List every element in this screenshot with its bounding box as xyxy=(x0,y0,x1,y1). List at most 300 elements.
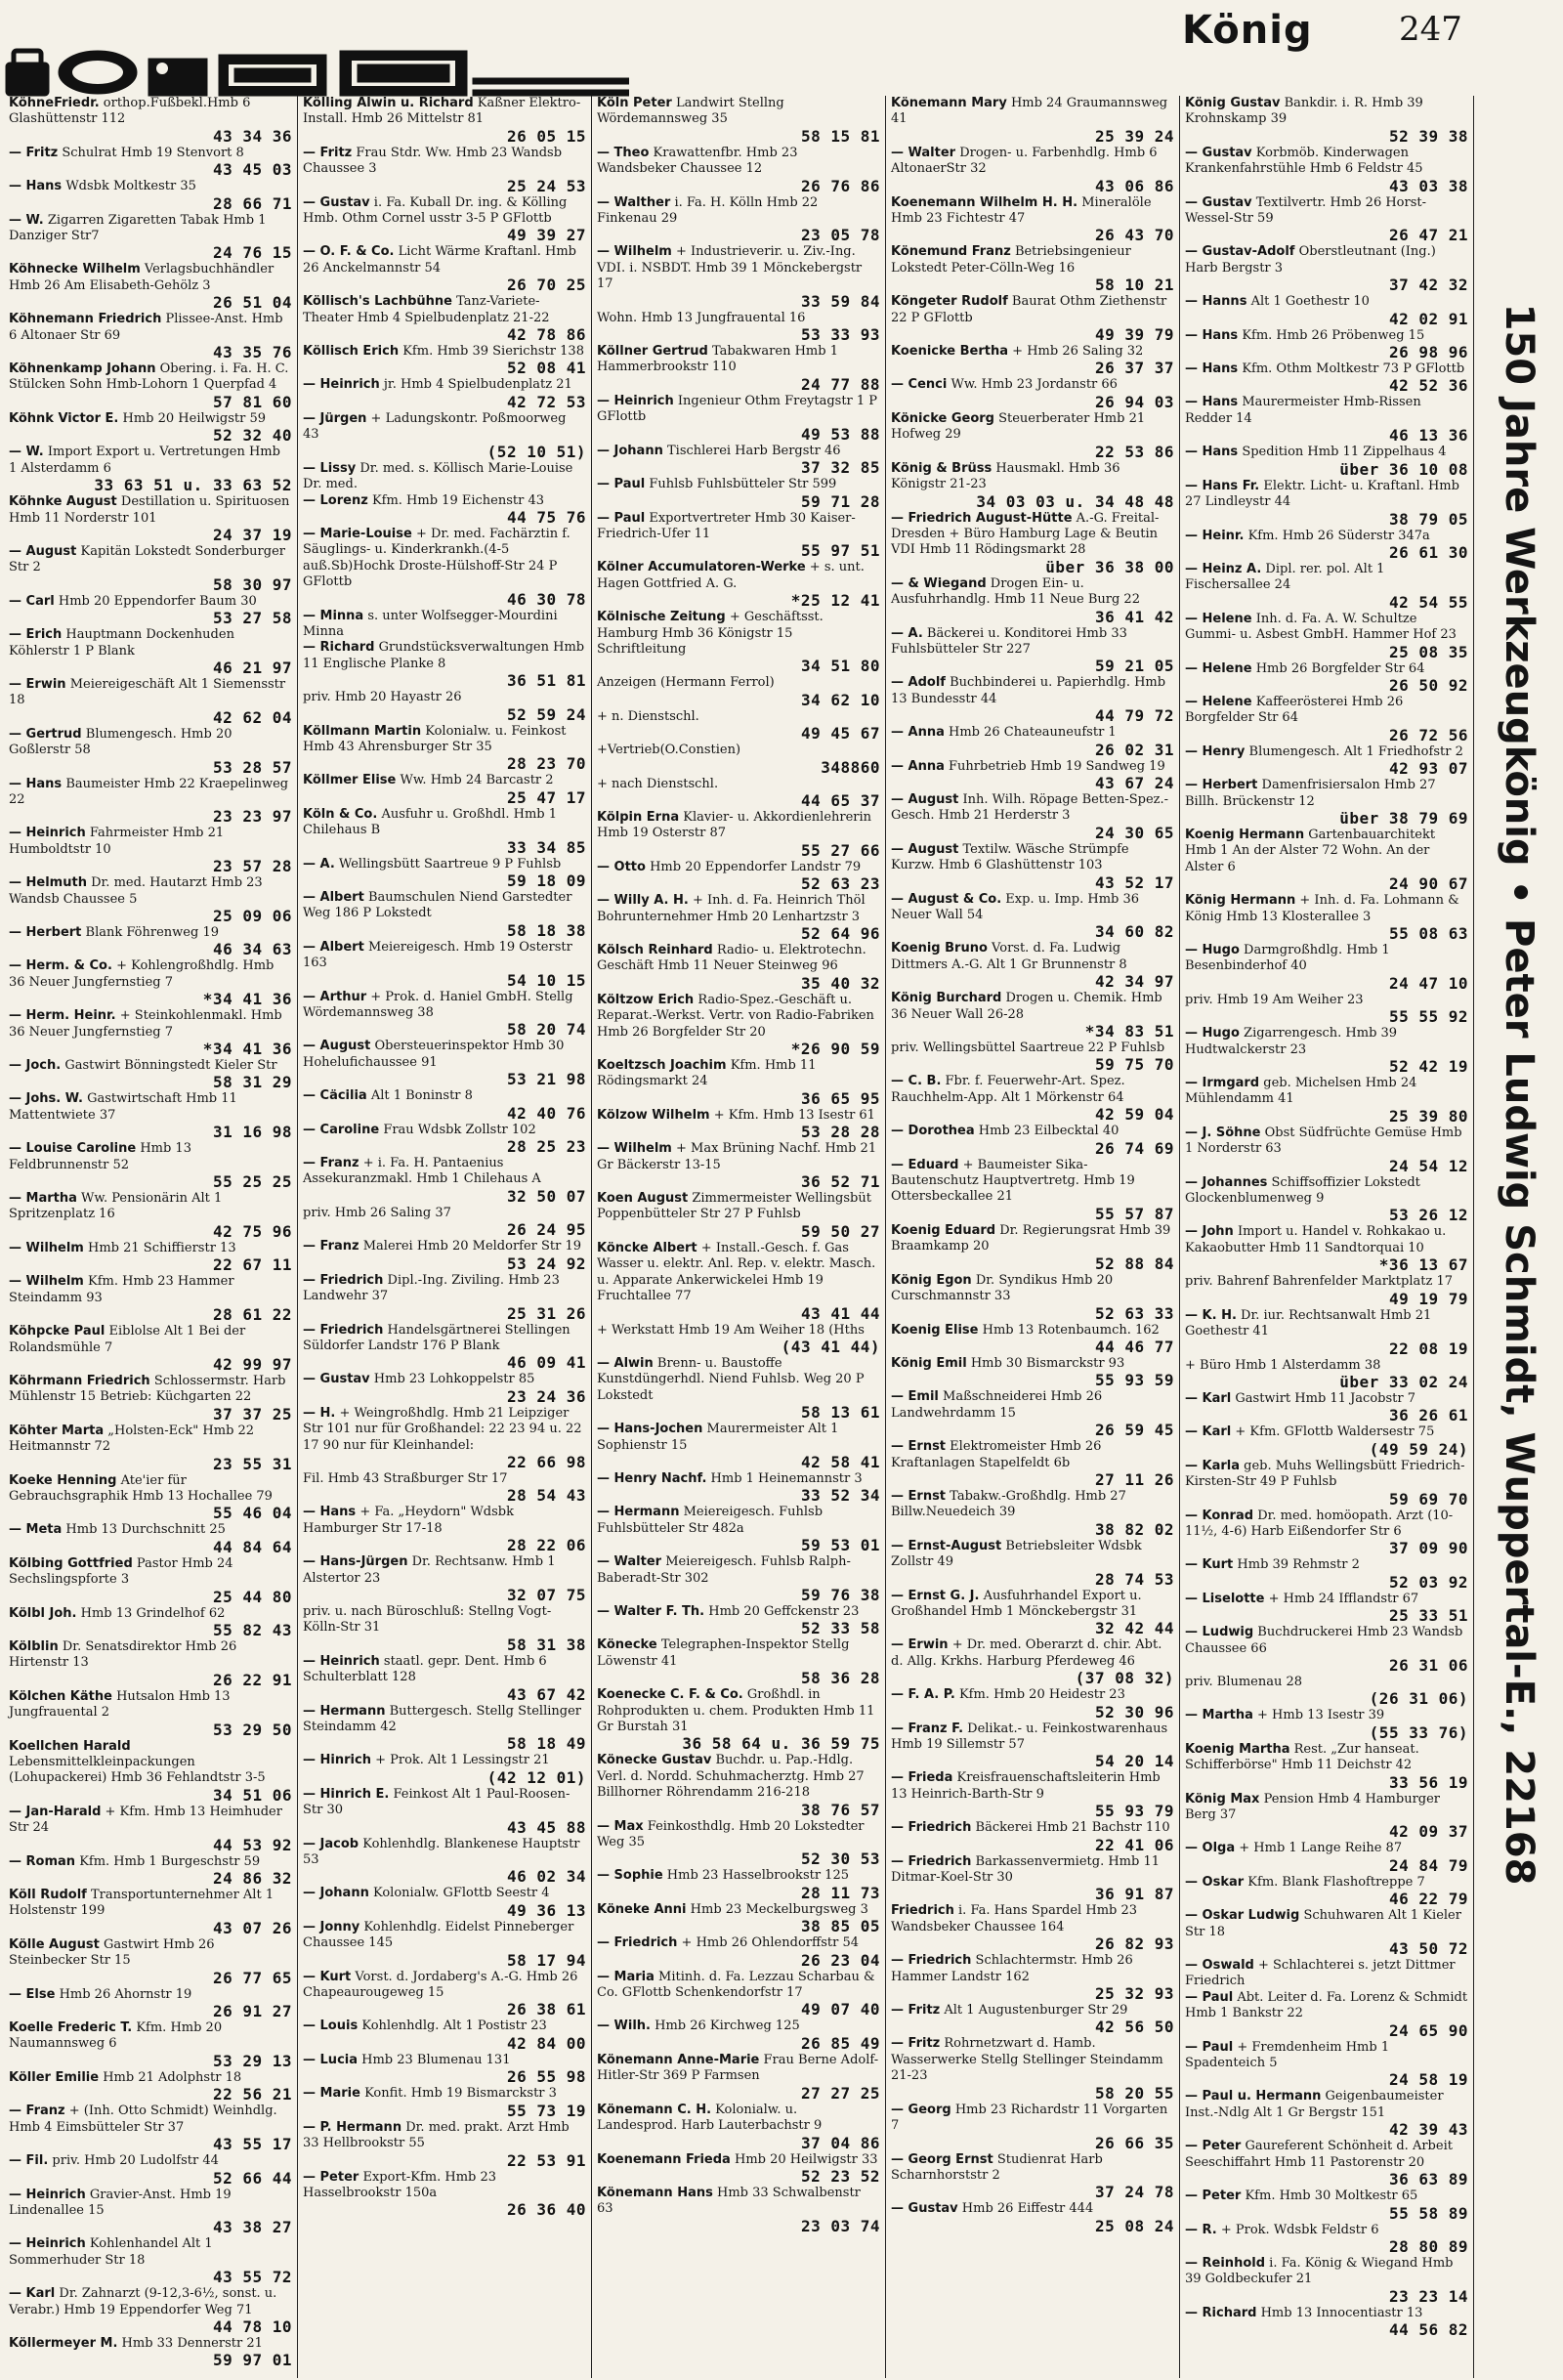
entry-phone: *34 41 36 xyxy=(202,990,292,1009)
entry-phone: 42 39 43 xyxy=(1388,2120,1468,2140)
entry-details: + Hmb 1 Lange Reihe 87 xyxy=(1239,1841,1403,1856)
directory-entry xyxy=(1185,2223,1468,2256)
entry-name: — Louise Caroline xyxy=(9,1141,137,1157)
entry-name: — Jacob xyxy=(303,1836,359,1851)
directory-entry xyxy=(9,361,292,411)
entry-name: Köllmann Martin xyxy=(303,723,422,739)
directory-entry xyxy=(1185,146,1468,195)
directory-entry xyxy=(1185,943,1468,993)
directory-entry xyxy=(9,96,292,146)
entry-name: — Fritz xyxy=(9,145,59,160)
directory-entry xyxy=(597,1108,880,1141)
directory-entry xyxy=(1185,1274,1468,1307)
entry-name: — Hermann xyxy=(597,1505,680,1520)
entry-details: Fil. Hmb 43 Straßburger Str 17 xyxy=(303,1470,508,1486)
entry-phone: 55 46 04 xyxy=(212,1504,292,1523)
directory-entry xyxy=(891,1323,1174,1356)
entry-details: Tanz-Variete-Theater Hmb 4 Spielbudenplatz 21-22 xyxy=(303,294,550,325)
entry-phone: 22 41 06 xyxy=(1094,1835,1174,1854)
directory-entry xyxy=(303,724,586,774)
entry-name: — Wilhelm xyxy=(597,1141,672,1157)
directory-entry xyxy=(597,1687,880,1753)
entry-details: Vorst. d. Fa. Ludwig Dittmers A.-G. Alt 1 Gr Brunnenstr 8 xyxy=(891,941,1127,972)
entry-phone: 42 58 41 xyxy=(800,1452,880,1471)
directory-entry xyxy=(9,494,292,544)
entry-details: Dr. Syndikus Hmb 20 Curschmannstr 33 xyxy=(891,1272,1114,1304)
entry-name: — Heinrich xyxy=(597,393,674,408)
entry-name: Koelle Frederic T. xyxy=(9,2020,133,2036)
directory-entry xyxy=(891,1223,1174,1273)
entry-details: + Steinkohlenmakl. Hmb 36 Neuer Jungfernstieg 7 xyxy=(9,1008,282,1040)
entry-name: Köhpcke Paul xyxy=(9,1324,106,1339)
entry-phone: 36 91 87 xyxy=(1094,1885,1174,1904)
entry-name: Köhnenkamp Johann xyxy=(9,361,156,377)
entry-phone: (43 41 44) xyxy=(781,1337,880,1356)
entry-name: Kölle August xyxy=(9,1936,100,1952)
directory-entry xyxy=(303,2120,586,2170)
entry-phone: 38 82 02 xyxy=(1094,1519,1174,1539)
entry-name: Köln Peter xyxy=(597,96,672,110)
directory-entry xyxy=(9,727,292,777)
entry-name: — Ernst xyxy=(891,1439,947,1455)
entry-phone: über 33 02 24 xyxy=(1339,1372,1468,1391)
directory-column xyxy=(886,96,1180,2378)
entry-details: Transportunternehmer Alt 1 Holstenstr 199 xyxy=(9,1888,275,1919)
directory-entry xyxy=(597,1637,880,1687)
entry-phone: 42 62 04 xyxy=(212,707,292,727)
directory-entry xyxy=(1185,2306,1468,2339)
entry-details: priv. Bahrenf Bahrenfelder Marktplatz 17 xyxy=(1185,1274,1453,1290)
entry-details: Radio- u. Elektrotechn. Geschäft Hmb 11 Neuer Steinweg 96 xyxy=(597,943,866,974)
side-banner xyxy=(1485,98,1553,2374)
entry-phone: 59 21 05 xyxy=(1094,657,1174,676)
entry-phone: 55 08 63 xyxy=(1388,924,1468,943)
entry-phone: (26 31 06) xyxy=(1369,1689,1468,1709)
entry-details: Kfm. Hmb 19 Eichenstr 43 xyxy=(371,492,544,508)
entry-phone: 37 42 32 xyxy=(1388,276,1468,295)
entry-name: König Emil xyxy=(891,1355,967,1371)
entry-name: Költzow Erich xyxy=(597,992,695,1007)
entry-details: Alt 1 Goethestr 10 xyxy=(1250,294,1370,310)
entry-phone: 52 63 33 xyxy=(1094,1303,1174,1323)
entry-details: Ate'ier für Gebrauchsgraphik Hmb 13 Hochallee 79 xyxy=(9,1472,273,1504)
entry-name: König Gustav xyxy=(1185,96,1281,110)
entry-phone: *34 83 51 xyxy=(1084,1022,1174,1041)
entry-phone: *34 41 36 xyxy=(202,1040,292,1059)
entry-details: Kfm. Othm Moltkestr 73 P GFlottb xyxy=(1242,361,1465,377)
entry-details: + Fremdenheim Hmb 1 Spadenteich 5 xyxy=(1185,2039,1390,2071)
entry-name: — Adolf xyxy=(891,675,946,691)
directory-entry xyxy=(1185,744,1468,778)
entry-name: Köhnk Victor E. xyxy=(9,410,119,426)
entry-name: — Walter xyxy=(891,145,956,160)
directory-entry xyxy=(1185,529,1468,562)
entry-name: Koenig Bruno xyxy=(891,941,988,956)
directory-entry xyxy=(597,1471,880,1505)
directory-entry xyxy=(597,860,880,893)
directory-entry xyxy=(1185,2040,1468,2090)
entry-details: + s. unt. Hagen Gottfried A. G. xyxy=(597,560,865,591)
entry-details: Kfm. Hmb 26 Pröbenweg 15 xyxy=(1242,327,1425,343)
directory-entry xyxy=(303,294,586,344)
directory-entry xyxy=(9,1522,292,1555)
directory-entry xyxy=(597,1819,880,1869)
entry-details: + Hmb 13 Isestr 39 xyxy=(1257,1708,1385,1723)
entry-name: — Georg xyxy=(891,2102,951,2117)
entry-phone: 58 31 38 xyxy=(506,1635,586,1654)
entry-name: — Hans xyxy=(1185,445,1239,460)
entry-name: — Georg Ernst xyxy=(891,2151,993,2167)
entry-name: — Paul xyxy=(597,477,646,492)
entry-name: — Johannes xyxy=(1185,1174,1268,1190)
entry-details: Vorst. d. Jordaberg's A.-G. Hmb 26 Chapeaurougeweg 15 xyxy=(303,1969,578,2001)
entry-name: Koenicke Bertha xyxy=(891,344,1009,360)
entry-name: — F. A. P. xyxy=(891,1687,955,1703)
entry-phone: 59 69 70 xyxy=(1388,1489,1468,1509)
entry-name: — Richard xyxy=(1185,2305,1257,2320)
directory-entry xyxy=(891,792,1174,842)
entry-name: Koen August xyxy=(597,1191,689,1207)
directory-entry xyxy=(891,377,1174,410)
entry-phone: 46 21 97 xyxy=(212,658,292,677)
directory-entry xyxy=(891,759,1174,792)
directory-entry xyxy=(303,461,586,493)
entry-name: Koenemann Wilhelm H. H. xyxy=(891,194,1078,210)
directory-entry xyxy=(1185,695,1468,744)
entry-details: + Kfm. Hmb 13 Heimhuder Str 24 xyxy=(9,1804,282,1836)
directory-entry xyxy=(597,2186,880,2235)
entry-phone: 28 23 70 xyxy=(506,754,586,774)
directory-entry xyxy=(9,2020,292,2070)
entry-name: — Willy A. H. xyxy=(597,893,689,909)
entry-phone: 38 76 57 xyxy=(800,1800,880,1819)
entry-phone: 55 58 89 xyxy=(1388,2203,1468,2223)
entry-name: — Erich xyxy=(9,627,63,643)
directory-entry xyxy=(891,2036,1174,2102)
entry-details: Hmb 13 Durchschnitt 25 xyxy=(65,1522,226,1538)
entry-name: — Sophie xyxy=(597,1868,663,1884)
entry-name: — Henry Nachf. xyxy=(597,1470,707,1486)
directory-columns xyxy=(4,96,1474,2378)
directory-entry xyxy=(891,1953,1174,2003)
entry-name: — J. Söhne xyxy=(1185,1125,1261,1140)
directory-entry xyxy=(9,179,292,212)
entry-details: Wdsbk Moltkestr 35 xyxy=(65,179,196,194)
entry-details: Hmb 33 Dennerstr 21 xyxy=(121,2335,263,2351)
entry-phone: 58 20 55 xyxy=(1094,2083,1174,2103)
entry-details: Kfm. Hmb 26 Süderstr 347a xyxy=(1247,528,1430,543)
entry-details: Inh. d. Fa. A. W. Schultze Gummi- u. Asbest GmbH. Hammer Hof 23 xyxy=(1185,611,1457,643)
entry-details: Oberstleutnant (Ing.) Harb Bergstr 3 xyxy=(1185,244,1436,276)
directory-entry xyxy=(303,1704,586,1754)
directory-entry xyxy=(1185,778,1468,828)
entry-details: Hmb 21 Schiffierstr 13 xyxy=(88,1240,236,1255)
entry-name: — Peter xyxy=(303,2169,359,2185)
directory-entry xyxy=(9,312,292,361)
entry-name: Köhrmann Friedrich xyxy=(9,1373,150,1388)
entry-phone: 52 39 38 xyxy=(1388,126,1468,146)
entry-phone: 28 66 71 xyxy=(212,193,292,213)
directory-entry xyxy=(597,1141,880,1191)
directory-entry xyxy=(597,1554,880,1604)
entry-phone: 52 30 53 xyxy=(800,1849,880,1869)
directory-entry xyxy=(597,1058,880,1108)
entry-details: + Inh. d. Fa. Lohmann & König Hmb 13 Klosterallee 3 xyxy=(1185,893,1459,924)
directory-entry xyxy=(9,1141,292,1191)
entry-name: — Cäcilia xyxy=(303,1088,367,1104)
entry-name: — Caroline xyxy=(303,1122,380,1137)
entry-phone: 42 72 53 xyxy=(506,392,586,411)
entry-phone: 59 18 09 xyxy=(506,871,586,890)
entry-phone: 52 64 96 xyxy=(800,924,880,943)
entry-name: — Oskar Ludwig xyxy=(1185,1908,1300,1924)
directory-entry xyxy=(1185,1126,1468,1175)
directory-entry xyxy=(891,96,1174,146)
directory-entry xyxy=(303,1505,586,1554)
page-number: 247 xyxy=(1399,10,1462,49)
entry-name: — Fil. xyxy=(9,2153,49,2169)
entry-phone: 54 20 14 xyxy=(1094,1752,1174,1771)
entry-phone: 46 09 41 xyxy=(506,1353,586,1373)
entry-name: — Olga xyxy=(1185,1841,1236,1856)
directory-entry xyxy=(9,1739,292,1805)
entry-name: — Meta xyxy=(9,1522,63,1538)
entry-details: Kfm. Hmb 23 Hammer Steindamm 93 xyxy=(9,1274,234,1305)
entry-details: Frau Berne Adolf-Hitler-Str 369 P Farmsen xyxy=(597,2052,879,2084)
directory-entry xyxy=(1185,1026,1468,1076)
directory-entry xyxy=(303,2170,586,2220)
entry-name: Kölling Alwin u. Richard xyxy=(303,96,474,110)
entry-details: Hmb 26 Eiffestr 444 xyxy=(961,2201,1094,2217)
entry-name: — Max xyxy=(597,1818,644,1834)
directory-entry xyxy=(9,1606,292,1639)
entry-name: Köncke Albert xyxy=(597,1240,697,1255)
entry-name: Koenig Martha xyxy=(1185,1741,1290,1757)
entry-details: Handelsgärtnerei Stellingen Süldorfer Landstr 176 P Blank xyxy=(303,1322,570,1353)
directory-entry xyxy=(9,2336,292,2369)
entry-name: — Friedrich xyxy=(891,1820,972,1836)
directory-entry xyxy=(303,1123,586,1156)
entry-phone: 24 65 90 xyxy=(1388,2020,1468,2040)
entry-phone: *36 13 67 xyxy=(1378,1255,1468,1275)
entry-details: Ausfuhrhandel Export u. Großhandel Hmb 1 Mönckebergstr 31 xyxy=(891,1588,1142,1619)
entry-details: Hmb 13 Feldbrunnenstr 52 xyxy=(9,1141,191,1172)
entry-phone: 52 23 52 xyxy=(800,2166,880,2186)
entry-name: — Friedrich xyxy=(303,1322,384,1338)
entry-details: Tischlerei Harb Bergstr 46 xyxy=(666,443,841,458)
entry-name: — C. B. xyxy=(891,1074,942,1089)
entry-name: — Gustav-Adolf xyxy=(1185,244,1295,260)
entry-name: — & Wiegand xyxy=(891,575,987,591)
entry-details: Schlossermstr. Harb Mühlenstr 15 Betrieb: Küchgarten 22 xyxy=(9,1373,286,1405)
directory-entry xyxy=(1185,1675,1468,1708)
directory-entry xyxy=(1185,445,1468,478)
entry-details: Hmb 13 Innocentiastr 13 xyxy=(1260,2305,1423,2320)
entry-details: Drogen- u. Farbenhdlg. Hmb 6 AltonaerStr 32 xyxy=(891,145,1158,177)
entry-phone: 24 84 79 xyxy=(1388,1855,1468,1875)
entry-details: Hmb 30 Bismarckstr 93 xyxy=(970,1355,1125,1371)
entry-phone: 54 10 15 xyxy=(506,970,586,990)
directory-entry xyxy=(1185,2139,1468,2189)
directory-entry xyxy=(597,96,880,146)
entry-details: Buchdruckerei Hmb 23 Wandsb Chaussee 66 xyxy=(1185,1625,1463,1656)
entry-name: — Fritz xyxy=(891,2036,941,2052)
entry-details: Radio-Spez.-Geschäft u. Reparat.-Werkst. Vertr. von Radio-Fabriken Hmb 26 Borgfelder Str 20 xyxy=(597,992,874,1040)
entry-phone: 53 27 58 xyxy=(212,609,292,628)
directory-entry xyxy=(891,1273,1174,1323)
entry-details: Kaffeerösterei Hmb 26 Borgfelder Str 64 xyxy=(1185,694,1404,726)
directory-entry xyxy=(597,1323,880,1356)
entry-phone: 53 26 12 xyxy=(1388,1206,1468,1225)
entry-details: priv. Blumenau 28 xyxy=(1185,1674,1303,1689)
entry-name: Koenemann Frieda xyxy=(597,2151,731,2167)
entry-details: Lebensmittelkleinpackungen (Lohupackerei) Hmb 36 Fehlandtstr 3-5 xyxy=(9,1755,266,1786)
entry-details: Krawattenfbr. Hmb 23 Wandsbeker Chaussee 12 xyxy=(597,145,798,177)
entry-phone: 53 24 92 xyxy=(506,1254,586,1273)
directory-entry xyxy=(303,1039,586,1088)
entry-phone: 52 32 40 xyxy=(212,426,292,446)
entry-name: — Maria xyxy=(597,1969,655,1984)
directory-entry xyxy=(597,610,880,675)
entry-name: — Karl xyxy=(1185,1390,1232,1406)
directory-entry xyxy=(9,2236,292,2286)
entry-details: + Fa. „Heydorn" Wdsbk Hamburger Str 17-18 xyxy=(303,1505,515,1536)
entry-phone: 26 94 03 xyxy=(1094,392,1174,411)
entry-details: Feinkosthdlg. Hmb 20 Lokstedter Weg 35 xyxy=(597,1818,865,1850)
directory-entry xyxy=(891,1637,1174,1687)
directory-entry xyxy=(9,2070,292,2104)
entry-name: — Hugo xyxy=(1185,943,1240,957)
entry-phone: 43 34 36 xyxy=(212,126,292,146)
entry-phone: 55 82 43 xyxy=(212,1620,292,1639)
entry-details: Schiffsoffizier Lokstedt Glockenblumenweg 9 xyxy=(1185,1174,1420,1207)
entry-details: Hmb 39 Rehmstr 2 xyxy=(1237,1557,1360,1573)
directory-entry xyxy=(1185,661,1468,695)
directory-entry xyxy=(597,893,880,943)
entry-phone: 36 41 42 xyxy=(1094,607,1174,626)
entry-name: — Minna xyxy=(303,608,364,623)
directory-entry xyxy=(1185,195,1468,245)
directory-entry xyxy=(1185,1841,1468,1874)
directory-entry xyxy=(597,444,880,477)
entry-details: Kaßner Elektro-Install. Hmb 26 Mittelstr 81 xyxy=(303,96,581,127)
directory-entry xyxy=(891,1854,1174,1904)
entry-name: Kölchen Käthe xyxy=(9,1688,112,1704)
entry-phone: 34 51 80 xyxy=(800,657,880,676)
directory-entry xyxy=(303,96,586,146)
entry-name: Koellchen Harald xyxy=(9,1738,131,1754)
entry-name: — Hans xyxy=(1185,361,1239,377)
directory-entry xyxy=(597,1356,880,1422)
directory-entry xyxy=(1185,1509,1468,1558)
entry-details: Darmgroßhdlg. Hmb 1 Besenbinderhof 40 xyxy=(1185,943,1390,974)
entry-phone: 55 57 87 xyxy=(1094,1204,1174,1223)
entry-details: Geigenbaumeister Inst.-Ndlg Alt 1 Gr Bergstr 151 xyxy=(1185,2089,1444,2120)
entry-name: — Friedrich August-Hütte xyxy=(891,510,1073,526)
directory-entry xyxy=(597,1604,880,1637)
entry-name: — Hans-Jürgen xyxy=(303,1554,408,1570)
entry-details: Hmb 20 Eppendorfer Baum 30 xyxy=(58,593,257,609)
entry-name: — Herm. Heinr. xyxy=(9,1008,116,1024)
entry-details: Hmb 13 Rotenbaumch. 162 xyxy=(982,1322,1160,1338)
running-head: König xyxy=(1182,8,1313,53)
entry-name: KöhneFriedr. xyxy=(9,96,100,110)
directory-entry xyxy=(303,195,586,245)
directory-entry xyxy=(303,244,586,294)
entry-name: — Hanns xyxy=(1185,294,1247,310)
entry-name: — Helmuth xyxy=(9,875,87,891)
directory-entry xyxy=(1185,294,1468,327)
entry-details: Hmb 20 Heilwigstr 33 xyxy=(734,2151,878,2167)
entry-name: Köller Emilie xyxy=(9,2069,100,2085)
directory-entry xyxy=(891,2152,1174,2202)
entry-name: — A. xyxy=(891,625,923,641)
directory-entry xyxy=(9,958,292,1008)
entry-details: + Werkstatt Hmb 19 Am Weiher 18 (Hths xyxy=(597,1322,865,1338)
entry-phone: 43 55 17 xyxy=(212,2135,292,2154)
entry-phone: 28 61 22 xyxy=(212,1305,292,1325)
entry-details: Hmb 26 Ahornstr 19 xyxy=(59,1986,192,2002)
entry-name: — Wilhelm xyxy=(9,1240,84,1255)
directory-entry xyxy=(597,394,880,444)
entry-details: Blumengesch. Hmb 20 Goßlerstr 58 xyxy=(9,726,232,758)
entry-details: Import u. Handel v. Rohkakao u. Kakaobutter Hmb 11 Sandtorquai 10 xyxy=(1185,1224,1447,1255)
directory-entry xyxy=(1185,1175,1468,1225)
entry-details: + Büro Hmb 1 Alsterdamm 38 xyxy=(1185,1357,1381,1373)
entry-phone: 26 70 25 xyxy=(506,276,586,295)
directory-entry xyxy=(891,1074,1174,1124)
entry-details: Baumschulen Niend Garstedter Weg 186 P Lokstedt xyxy=(303,890,572,921)
directory-entry xyxy=(9,1324,292,1374)
directory-entry xyxy=(891,626,1174,676)
entry-name: — Paul xyxy=(1185,1989,1234,2005)
directory-entry xyxy=(891,1721,1174,1771)
directory-entry xyxy=(303,640,586,690)
entry-details: Hmb 33 Schwalbenstr 63 xyxy=(597,2185,861,2217)
entry-phone: 43 03 38 xyxy=(1388,176,1468,195)
directory-entry xyxy=(9,1091,292,1141)
entry-details: Betriebsleiter Wdsbk Zollstr 49 xyxy=(891,1538,1142,1570)
entry-name: — Johann xyxy=(597,443,663,458)
entry-details: jr. Hmb 4 Spielbudenplatz 21 xyxy=(383,377,572,393)
entry-phone: 33 59 84 xyxy=(800,291,880,311)
side-banner-text: 150 Jahre Werkzeugkönig • Peter Ludwig Schmidt, Wuppertal-E., 22168 xyxy=(1497,303,1542,1886)
directory-entry xyxy=(891,1539,1174,1589)
entry-details: Hmb 23 Eilbecktal 40 xyxy=(978,1124,1119,1139)
entry-name: — W. xyxy=(9,445,44,460)
entry-details: Hauptmann Dockenhuden Köhlerstr 1 P Blank xyxy=(9,627,234,659)
entry-phone: 43 07 26 xyxy=(212,1918,292,1937)
directory-entry xyxy=(597,2152,880,2186)
directory-entry xyxy=(9,925,292,958)
entry-name: — Ludwig xyxy=(1185,1625,1254,1640)
directory-entry xyxy=(891,2201,1174,2234)
directory-entry xyxy=(891,892,1174,942)
directory-entry xyxy=(1185,244,1468,294)
entry-phone: über 38 79 69 xyxy=(1339,808,1468,828)
entry-details: Bäckerei Hmb 21 Bachstr 110 xyxy=(975,1820,1170,1836)
entry-name: Könemann C. H. xyxy=(597,2102,712,2117)
entry-phone: 28 74 53 xyxy=(1094,1569,1174,1589)
directory-entry xyxy=(303,411,586,461)
entry-name: — Hans xyxy=(1185,327,1239,343)
entry-name: — Hinrich xyxy=(303,1753,371,1768)
entry-phone: 43 45 03 xyxy=(212,160,292,180)
directory-entry xyxy=(303,1753,586,1786)
entry-phone: 26 50 92 xyxy=(1388,675,1468,695)
directory-entry xyxy=(9,627,292,677)
entry-phone: 43 41 44 xyxy=(800,1303,880,1323)
